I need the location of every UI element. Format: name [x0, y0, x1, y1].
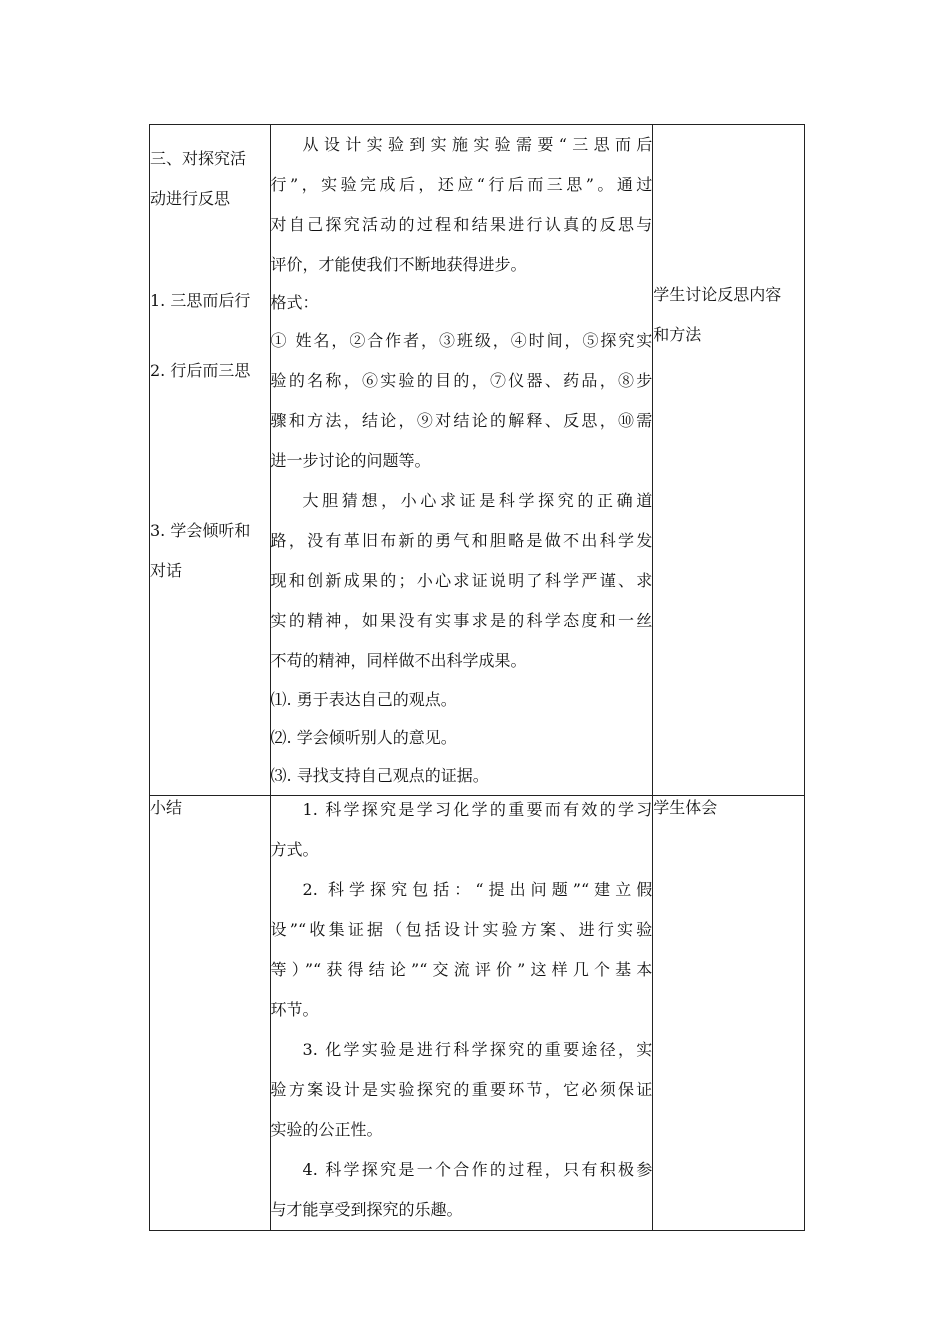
content-line: 等）”“获得结论”“交流评价”这样几个基本: [270, 960, 653, 979]
point-item: ⑵. 学会倾听别人的意见。: [270, 728, 457, 747]
content-cell: [270, 125, 653, 796]
content-line: 方式。: [270, 840, 319, 859]
stage-item: 2. 行后而三思: [150, 361, 251, 380]
stage-cell: [150, 125, 271, 796]
activity-cell: [653, 125, 805, 796]
content-line: 从设计实验到实施实验需要“三思而后: [302, 135, 653, 154]
content-line: 环节。: [270, 1000, 319, 1019]
stage-heading-line: 三、对探究活: [150, 149, 247, 168]
content-line: 实验的公正性。: [270, 1120, 383, 1139]
format-label: 格式：: [270, 293, 319, 312]
content-line: 现和创新成果的；小心求证说明了科学严谨、求: [270, 571, 653, 590]
content-line: 与才能享受到探究的乐趣。: [270, 1200, 463, 1219]
stage-cell: [150, 796, 271, 1231]
content-line: 不苟的精神，同样做不出科学成果。: [270, 651, 527, 670]
activity-line: 学生讨论反思内容: [653, 285, 782, 304]
activity-line: 和方法: [653, 325, 702, 344]
content-cell: [270, 796, 653, 1231]
point-item: ⑶. 寻找支持自己观点的证据。: [270, 766, 489, 785]
content-line: 评价，才能使我们不断地获得进步。: [270, 255, 527, 274]
content-line: 验方案设计是实验探究的重要环节，它必须保证: [270, 1080, 653, 1099]
content-line: 2. 科学探究包括：“提出问题”“建立假: [302, 880, 653, 899]
stage-item: 3. 学会倾听和: [150, 521, 251, 540]
content-line: 实的精神，如果没有实事求是的科学态度和一丝: [270, 611, 653, 630]
content-line: 路，没有革旧布新的勇气和胆略是做不出科学发: [270, 531, 653, 550]
stage-summary: 小结: [150, 798, 183, 817]
content-line: 骤和方法，结论，⑨对结论的解释、反思，⑩需: [270, 411, 653, 430]
point-item: ⑴. 勇于表达自己的观点。: [270, 690, 457, 709]
table-row: [150, 796, 805, 1231]
content-line: ① 姓名，②合作者，③班级，④时间，⑤探究实: [270, 331, 653, 350]
content-line: 大胆猜想，小心求证是科学探究的正确道: [302, 491, 653, 510]
content-line: 设”“收集证据（包括设计实验方案、进行实验: [270, 920, 653, 939]
content-line: 对自己探究活动的过程和结果进行认真的反思与: [270, 215, 653, 234]
activity-cell: [653, 796, 805, 1231]
content-line: 4. 科学探究是一个合作的过程，只有积极参: [302, 1160, 653, 1179]
stage-heading-line: 动进行反思: [150, 189, 231, 208]
content-line: 进一步讨论的问题等。: [270, 451, 431, 470]
stage-item: 1. 三思而后行: [150, 291, 251, 310]
lesson-table: [149, 124, 805, 1231]
table-row: [150, 125, 805, 796]
content-line: 验的名称，⑥实验的目的，⑦仪器、药品，⑧步: [270, 371, 653, 390]
content-line: 行”，实验完成后，还应“行后而三思”。通过: [270, 175, 653, 194]
content-line: 1. 科学探究是学习化学的重要而有效的学习: [302, 800, 653, 819]
stage-item: 对话: [150, 561, 183, 580]
content-line: 3. 化学实验是进行科学探究的重要途径，实: [302, 1040, 653, 1059]
activity-line: 学生体会: [653, 798, 718, 817]
